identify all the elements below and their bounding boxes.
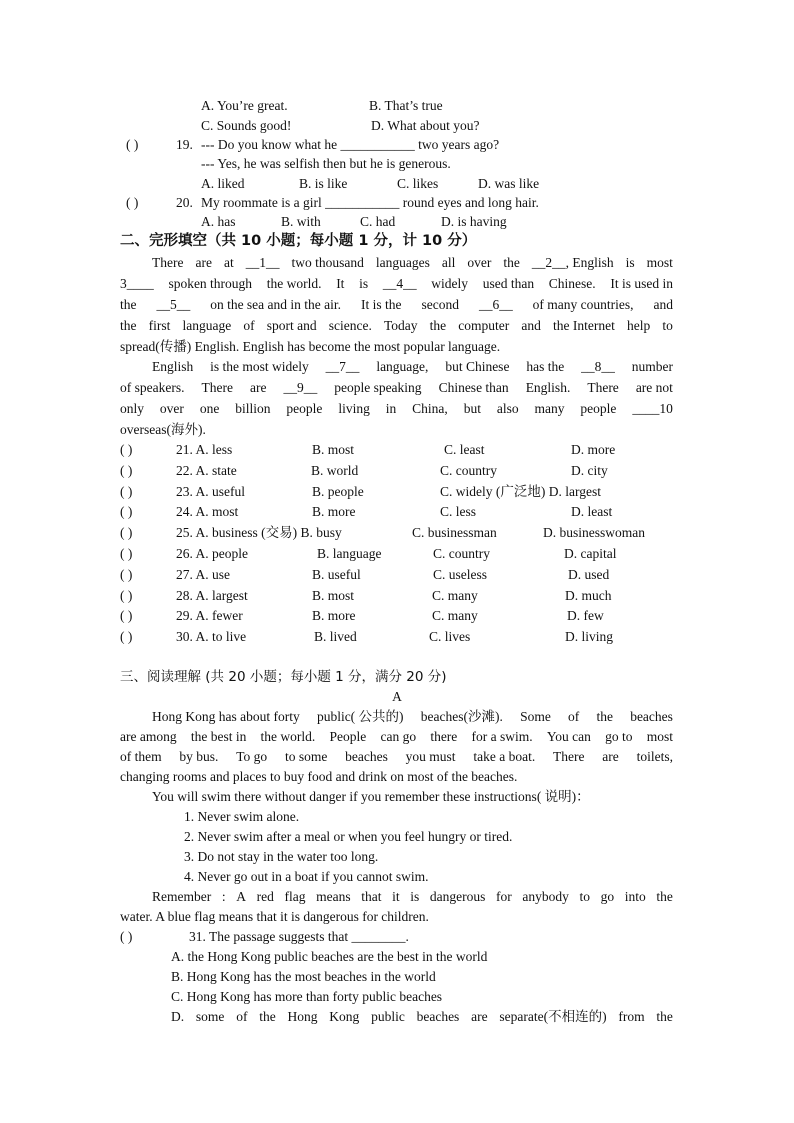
q19-text-end: two years ago?	[418, 137, 500, 152]
word: __1__	[245, 255, 280, 270]
word: but	[463, 401, 481, 416]
word: are	[249, 380, 267, 395]
answer-paren: ( )	[120, 504, 133, 520]
q20-option-c: C. had	[360, 214, 396, 229]
word: into	[624, 889, 646, 904]
word: over	[159, 401, 184, 416]
word: English.	[525, 380, 571, 395]
word: the	[656, 1009, 673, 1024]
q19-reply: --- Yes, he was selfish then but he is generous.	[201, 156, 451, 171]
option-a: 25. A. business (交易) B. busy	[176, 525, 342, 541]
option-a: 30. A. to live	[176, 629, 247, 645]
option-c: C. many	[432, 587, 478, 603]
answer-paren: ( )	[120, 462, 133, 478]
option-b: B. language	[317, 546, 382, 561]
option-a: 26. A. people	[176, 546, 248, 561]
word: people speaking	[334, 380, 422, 395]
word: for	[496, 889, 512, 904]
word: __9__	[283, 380, 318, 395]
option-b: B. people	[312, 483, 364, 499]
option-a: 29. A. fewer	[176, 608, 243, 624]
cloze-line-7	[120, 379, 673, 397]
answer-paren: ( )	[120, 546, 133, 561]
answer-paren: ( )	[120, 587, 133, 603]
reading-instructions-intro: You will swim there without danger if you remember these instructions( 说明)：	[152, 789, 590, 804]
option-b: B. most	[312, 587, 355, 603]
word: language	[182, 318, 232, 333]
word: beaches	[630, 709, 673, 724]
word: first	[148, 318, 171, 333]
word: __5__	[156, 297, 191, 312]
q31-option-d	[171, 1008, 673, 1026]
q20-blank: ___________	[325, 195, 400, 210]
word: __4__	[382, 276, 417, 291]
word: the	[120, 297, 137, 312]
q18-option-d: D. What about you?	[371, 118, 480, 133]
q31-option-a: A. the Hong Kong public beaches are the best in the world	[171, 949, 488, 964]
word: the best in	[190, 729, 247, 744]
option-b: B. lived	[314, 629, 357, 645]
answer-paren: ( )	[120, 442, 133, 457]
word: computer	[458, 318, 510, 333]
answer-paren: ( )	[120, 483, 133, 499]
word: There	[152, 255, 184, 270]
word: 3____	[120, 276, 154, 291]
word: has the	[526, 359, 565, 374]
word: go	[600, 889, 615, 904]
option-b: B. more	[312, 608, 356, 624]
word: Remember	[152, 889, 212, 904]
option-b: B. most	[312, 442, 355, 457]
q19-option-d: D. was like	[478, 176, 540, 191]
word: the world.	[266, 276, 322, 291]
word: the	[120, 318, 137, 333]
word: by bus.	[179, 749, 219, 764]
word: science.	[328, 318, 372, 333]
word: dangerous	[429, 889, 486, 904]
word: Kong	[329, 1009, 360, 1024]
word: public	[371, 1009, 405, 1024]
word: you must	[405, 749, 456, 764]
reading-line-1	[152, 708, 673, 726]
word: A	[236, 889, 246, 904]
q20-question	[201, 194, 539, 212]
word: beaches	[345, 749, 388, 764]
word: sport and	[266, 318, 317, 333]
answer-paren: ( )	[120, 566, 133, 582]
word: is	[359, 276, 369, 291]
word: that	[361, 889, 382, 904]
option-c: C. useless	[433, 566, 487, 582]
word: billion	[235, 401, 271, 416]
word: Some	[520, 709, 551, 724]
answer-paren: ( )	[126, 137, 139, 152]
word: beaches(沙滩).	[420, 709, 503, 724]
word: is the most widely	[210, 359, 309, 374]
word: take a boat.	[473, 749, 536, 764]
word: toilets,	[636, 749, 673, 764]
word: languages	[375, 255, 430, 270]
reading-line-3	[120, 748, 673, 766]
q31-option-c: C. Hong Kong has more than forty public beaches	[171, 989, 443, 1004]
word: in	[385, 401, 397, 416]
word: of many countries,	[532, 297, 634, 312]
word: and	[521, 318, 541, 333]
word: :	[221, 889, 226, 904]
option-c: C. widely (广泛地) D. largest	[440, 483, 601, 499]
word: means	[316, 889, 351, 904]
option-b: B. useful	[312, 566, 361, 582]
q19-question	[201, 136, 499, 154]
word: People	[329, 729, 367, 744]
answer-paren: ( )	[120, 929, 133, 944]
question-number: 19.	[176, 137, 193, 152]
instruction-item: 2. Never swim after a meal or when you feel hungry or tired.	[184, 829, 513, 844]
option-a: 23. A. useful	[176, 483, 245, 499]
q18-option-b: B. That’s true	[369, 98, 443, 113]
cloze-line-4	[120, 317, 673, 335]
word: most	[646, 255, 673, 270]
word: there	[430, 729, 458, 744]
word: of	[236, 1009, 248, 1024]
q18-option-a: A. You’re great.	[201, 98, 288, 113]
reading-remember-line-2: water. A blue flag means that it is dangerous for children.	[120, 909, 429, 924]
instruction-item: 3. Do not stay in the water too long.	[184, 849, 379, 864]
word: ____10	[632, 401, 673, 416]
word: language,	[376, 359, 429, 374]
q19-blank: ___________	[340, 137, 415, 152]
option-d: D. living	[565, 629, 614, 645]
q19-option-b: B. is like	[299, 176, 348, 191]
passage-label: A	[392, 689, 402, 704]
answer-paren: ( )	[120, 629, 133, 645]
cloze-line-2	[120, 275, 673, 293]
word: __8__	[581, 359, 615, 374]
word: It is used in	[610, 276, 673, 291]
q19-option-c: C. likes	[397, 176, 439, 191]
cloze-line-6	[152, 358, 673, 376]
word: There	[587, 380, 619, 395]
word: the Internet	[553, 318, 615, 333]
word: of	[568, 709, 580, 724]
answer-paren: ( )	[126, 195, 139, 210]
reading-remember-line	[152, 888, 673, 906]
option-a: 27. A. use	[176, 566, 230, 582]
word: It is the	[361, 297, 402, 312]
word: only	[120, 401, 145, 416]
option-b: B. world	[311, 462, 359, 478]
option-d: D. capital	[564, 546, 617, 561]
option-b: B. more	[312, 504, 356, 520]
word: but Chinese	[445, 359, 510, 374]
reading-line-2	[120, 728, 673, 746]
option-d: D. city	[571, 462, 608, 478]
q20-option-d: D. is having	[441, 214, 507, 229]
word: Today	[383, 318, 418, 333]
section-heading-cloze: 二、完形填空（共 10 小题；每小题 1 分，计 10 分）	[120, 233, 477, 249]
word: number	[631, 359, 673, 374]
word: English	[152, 359, 194, 374]
word: the	[656, 889, 673, 904]
word: separate(不相连的)	[499, 1009, 607, 1024]
word: __7__	[325, 359, 360, 374]
option-c: C. businessman	[412, 525, 497, 541]
word: beaches	[416, 1009, 460, 1024]
q20-option-b: B. with	[281, 214, 321, 229]
cloze-line-5: spread(传播) English. English has become the most popular language.	[120, 339, 501, 354]
word: also	[496, 401, 519, 416]
instruction-item: 4. Never go out in a boat if you cannot swim.	[184, 869, 429, 884]
word: most	[646, 729, 673, 744]
word: from	[618, 1009, 645, 1024]
word: __2__, English	[531, 255, 614, 270]
reading-line-4: changing rooms and places to buy food and drink on most of the beaches.	[120, 769, 518, 784]
cloze-line-1	[152, 254, 673, 272]
option-a: 21. A. less	[176, 442, 233, 457]
option-d: D. much	[565, 587, 612, 603]
word: are among	[120, 729, 177, 744]
word: __6__	[478, 297, 513, 312]
word: over	[467, 255, 492, 270]
word: at	[223, 255, 234, 270]
word: public( 公共的)	[316, 709, 404, 724]
q31-option-b: B. Hong Kong has the most beaches in the world	[171, 969, 436, 984]
word: help	[626, 318, 651, 333]
word: widely	[431, 276, 469, 291]
word: can go	[380, 729, 417, 744]
word: Hong Kong has about forty	[152, 709, 300, 724]
word: are not	[635, 380, 673, 395]
word: are	[195, 255, 212, 270]
word: China,	[412, 401, 448, 416]
word: of speakers.	[120, 380, 185, 395]
word: flag	[284, 889, 306, 904]
option-a: 24. A. most	[176, 504, 239, 520]
option-d: D. more	[571, 442, 616, 457]
option-a: 22. A. state	[176, 462, 237, 478]
word: of them	[120, 749, 162, 764]
word: Hong	[287, 1009, 318, 1024]
q20-text: My roommate is a girl	[201, 195, 322, 210]
word: is	[625, 255, 635, 270]
q20-option-a: A. has	[201, 214, 236, 229]
option-d: D. used	[568, 566, 610, 582]
word: it	[392, 889, 400, 904]
q20-text-end: round eyes and long hair.	[402, 195, 539, 210]
word: for a swim.	[471, 729, 533, 744]
word: people	[580, 401, 617, 416]
word: of	[243, 318, 255, 333]
word: anybody	[522, 889, 569, 904]
option-d: D. least	[571, 504, 613, 520]
q19-text: --- Do you know what he	[201, 137, 338, 152]
word: are	[602, 749, 619, 764]
word: It	[336, 276, 345, 291]
word: Chinese.	[548, 276, 596, 291]
word: people	[286, 401, 323, 416]
word: to some	[284, 749, 328, 764]
option-d: D. businesswoman	[543, 525, 645, 541]
word: To go	[236, 749, 268, 764]
q18-option-c: C. Sounds good!	[201, 118, 292, 133]
word: some	[195, 1009, 225, 1024]
option-c: C. country	[440, 462, 497, 478]
word: is	[410, 889, 420, 904]
word: are	[471, 1009, 488, 1024]
instruction-item: 1. Never swim alone.	[184, 809, 300, 824]
word: There	[201, 380, 233, 395]
option-c: C. country	[433, 546, 490, 561]
word: D.	[171, 1009, 185, 1024]
word: the world.	[260, 729, 316, 744]
word: spoken through	[168, 276, 253, 291]
word: on the sea and in the air.	[210, 297, 342, 312]
q31-question: 31. The passage suggests that ________.	[189, 929, 409, 944]
word: go to	[605, 729, 633, 744]
word: second	[421, 297, 459, 312]
word: red	[256, 889, 274, 904]
word: the	[429, 318, 447, 333]
word: You can	[546, 729, 591, 744]
option-c: C. less	[440, 504, 477, 520]
option-c: C. many	[432, 608, 478, 624]
word: Chinese than	[438, 380, 509, 395]
word: one	[199, 401, 220, 416]
cloze-line-3	[120, 296, 673, 314]
question-number: 20.	[176, 195, 193, 210]
cloze-line-8	[120, 400, 673, 418]
answer-paren: ( )	[120, 525, 133, 541]
option-a: 28. A. largest	[176, 587, 248, 603]
word: to	[579, 889, 591, 904]
word: There	[553, 749, 585, 764]
cloze-line-9: overseas(海外).	[120, 422, 206, 437]
word: used than	[482, 276, 535, 291]
section-heading-reading: 三、阅读理解 (共 20 小题；每小题 1 分，满分 20 分)	[120, 669, 447, 685]
word: and	[653, 297, 673, 312]
word: many	[534, 401, 565, 416]
word: the	[596, 709, 613, 724]
option-c: C. least	[444, 442, 485, 457]
word: living	[338, 401, 370, 416]
q19-option-a: A. liked	[201, 176, 245, 191]
option-d: D. few	[567, 608, 604, 624]
option-c: C. lives	[429, 629, 471, 645]
word: to	[662, 318, 673, 333]
word: two thousand	[291, 255, 364, 270]
word: the	[503, 255, 520, 270]
answer-paren: ( )	[120, 608, 133, 624]
word: the	[259, 1009, 276, 1024]
word: all	[441, 255, 456, 270]
